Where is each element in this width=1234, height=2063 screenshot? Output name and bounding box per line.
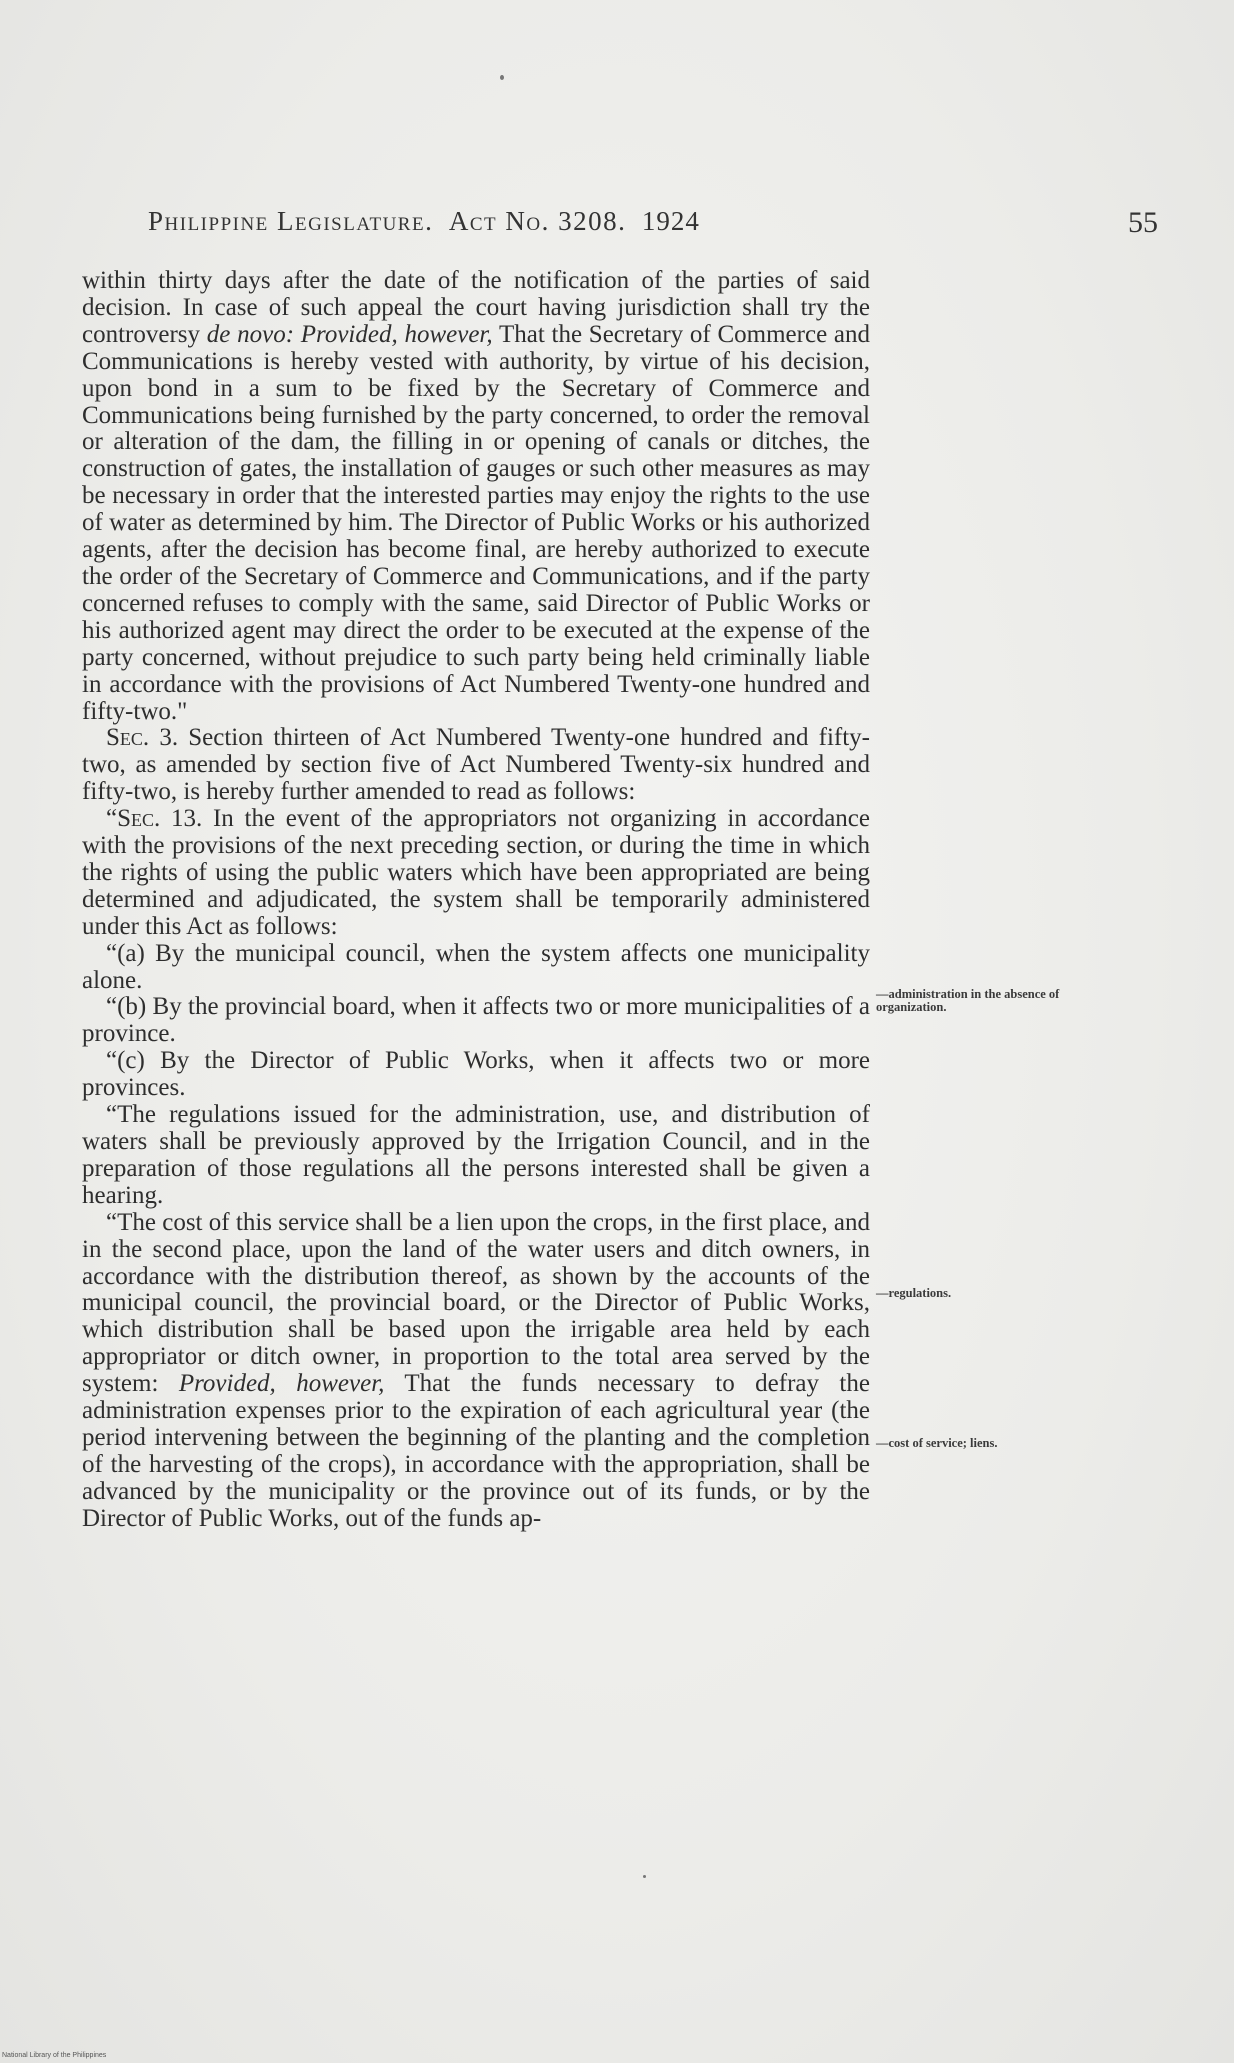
- item-c: “(c) By the Director of Public Works, when it affects two or more provinces.: [82, 1047, 870, 1102]
- paragraph-continuation: within thirty days after the date of the notification of the parties of said decision. In case of such appeal the court having jurisdiction shall try the controversy de novo: Provided, however, That the Secretary of Commerce and Communications is hereby vested with authority, by virtue of his decision, upon bond in a sum to be fixed by the Secretary of Commerce and Communications being furnished by the party concerned, to order the removal or alteration of the dam, the filling in or opening of canals or ditches, the construction of gates, the installation of gauges or such other measures as may be necessary in order that the interested parties may enjoy the rights to the use of water as determined by him. The Director of Public Works or his authorized agents, after the decision has become final, are hereby authorized to execute the order of the Secretary of Commerce and Communications, and if the party concerned refuses to comply with the same, said Director of Public Works or his authorized agent may direct the order to be executed at the expense of the party concerned, without prejudice to such party being held criminally liable in accordance with the provisions of Act Numbered Twenty-one hundred and fifty-two.": [82, 267, 870, 725]
- page-number: 55: [1128, 206, 1158, 239]
- scan-speck: [500, 75, 504, 80]
- item-a: “(a) By the municipal council, when the system affects one municipality alone.: [82, 939, 870, 994]
- regulations-paragraph: “The regulations issued for the administration, use, and distribution of waters shall be previously approved by the Irrigation Council, and in the preparation of those regulations all the persons interested shall be given a hearing.: [82, 1101, 870, 1209]
- running-header: [148, 206, 700, 237]
- section-13-label: “Sec. 13.: [106, 805, 203, 833]
- header-publication: Philippine Legislature.: [148, 206, 434, 236]
- margin-note-cost: —cost of service; liens.: [876, 1436, 998, 1450]
- footer-credit: National Library of the Philippines: [2, 2052, 107, 2059]
- scan-speck: [643, 1875, 646, 1878]
- cost-paragraph: “The cost of this service shall be a lien upon the crops, in the first place, and in the second place, upon the land of the water users and ditch owners, in accordance with the distribution thereof, as shown by the accounts of the municipal council, the provincial board, or the Director of Public Works, which distribution shall be based upon the irrigable area held by each appropriator or ditch owner, in proportion to the total area served by the system: Provided, however, That the funds necessary to defray the administration expenses prior to the expiration of each agricultural year (the period intervening between the beginning of the planting and the completion of the harvesting of the crops), in accordance with the appropriation, shall be advanced by the municipality or the province out of its funds, or by the Director of Public Works, out of the funds ap-: [82, 1208, 870, 1532]
- header-year: 1924: [641, 206, 700, 236]
- item-b: “(b) By the provincial board, when it affects two or more municipalities of a province.: [82, 993, 870, 1048]
- margin-note-regulations: —regulations.: [876, 1286, 952, 1300]
- margin-note-administration: —administration in the absence of organization.: [876, 987, 1060, 1014]
- section-13: “Sec. 13. In the event of the appropriators not organizing in accordance with the provisions of the next preceding section, or during the time in which the rights of using the public waters which have been appropriated are being determined and adjudicated, the system shall be temporarily administered under this Act as follows:: [82, 805, 870, 940]
- header-act: Act No. 3208.: [448, 206, 627, 236]
- section-3-label: Sec. 3.: [106, 724, 179, 752]
- section-3: Sec. 3. Section thirteen of Act Numbered Twenty-one hundred and fifty-two, as amended by section five of Act Numbered Twenty-six hundred and fifty-two, is hereby further amended to read as follows:: [82, 724, 870, 806]
- body-text: [82, 268, 870, 1533]
